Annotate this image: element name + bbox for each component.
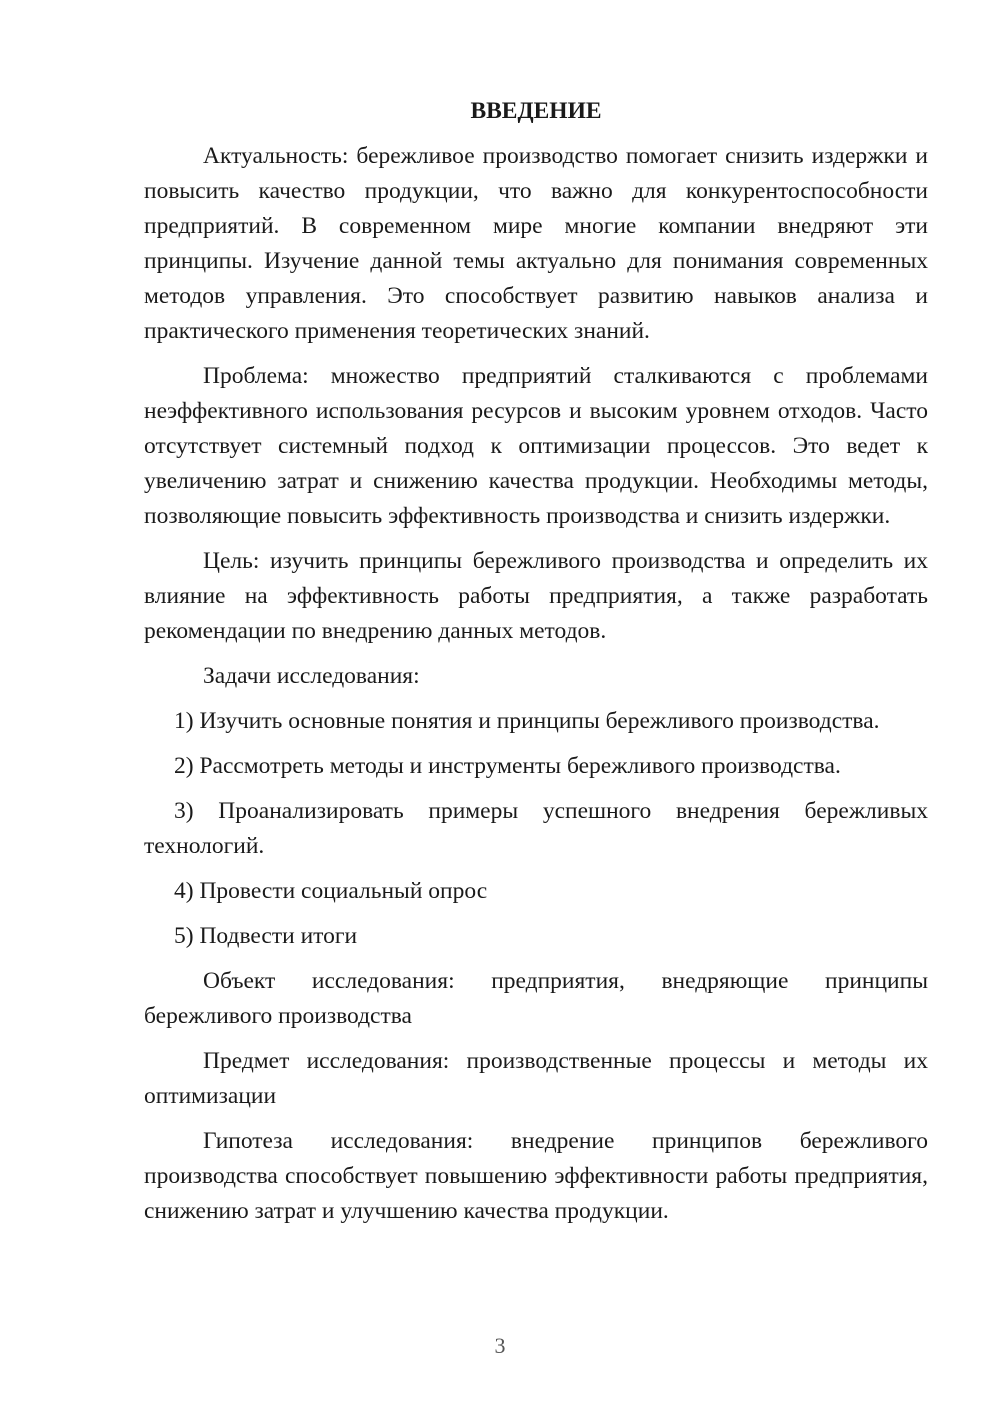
section-title: ВВЕДЕНИЕ xyxy=(470,98,602,124)
goal-paragraph: Цель: изучить принципы бережливого производства и определить их влияние на эффективность работы предприятия, а также разработать рекомендации по внедрению данных методов. xyxy=(144,548,928,644)
task-item-3: 3) Проанализировать примеры успешного внедрения бережливых технологий. xyxy=(144,798,928,859)
page-content xyxy=(144,94,928,1239)
subject-paragraph: Предмет исследования: производственные процессы и методы их оптимизации xyxy=(144,1048,928,1109)
problem-paragraph: Проблема: множество предприятий сталкиваются с проблемами неэффективного использования ресурсов и высоким уровнем отходов. Часто отсутствует системный подход к оптимизации процессов. Это ведет к увеличению затрат и снижению качества продукции. Необходимы методы, позволяющие повысить эффективность производства и снизить издержки. xyxy=(144,363,928,529)
relevance-paragraph: Актуальность: бережливое производство помогает снизить издержки и повысить качество продукции, что важно для конкурентоспособности предприятий. В современном мире многие компании внедряют эти принципы. Изучение данной темы актуально для понимания современных методов управления. Это способствует развитию навыков анализа и практического применения теоретических знаний. xyxy=(144,143,928,344)
task-item-2: 2) Рассмотреть методы и инструменты бережливого производства. xyxy=(174,753,841,779)
object-paragraph: Объект исследования: предприятия, внедряющие принципы бережливого производства xyxy=(144,968,928,1029)
page-number: 3 xyxy=(494,1333,506,1358)
hypothesis-paragraph: Гипотеза исследования: внедрение принципов бережливого производства способствует повышению эффективности работы предприятия, снижению затрат и улучшению качества продукции. xyxy=(144,1128,928,1224)
tasks-heading: Задачи исследования: xyxy=(203,663,420,689)
task-item-5: 5) Подвести итоги xyxy=(174,923,358,949)
task-item-1: 1) Изучить основные понятия и принципы бережливого производства. xyxy=(174,708,880,734)
task-item-4: 4) Провести социальный опрос xyxy=(174,878,488,904)
